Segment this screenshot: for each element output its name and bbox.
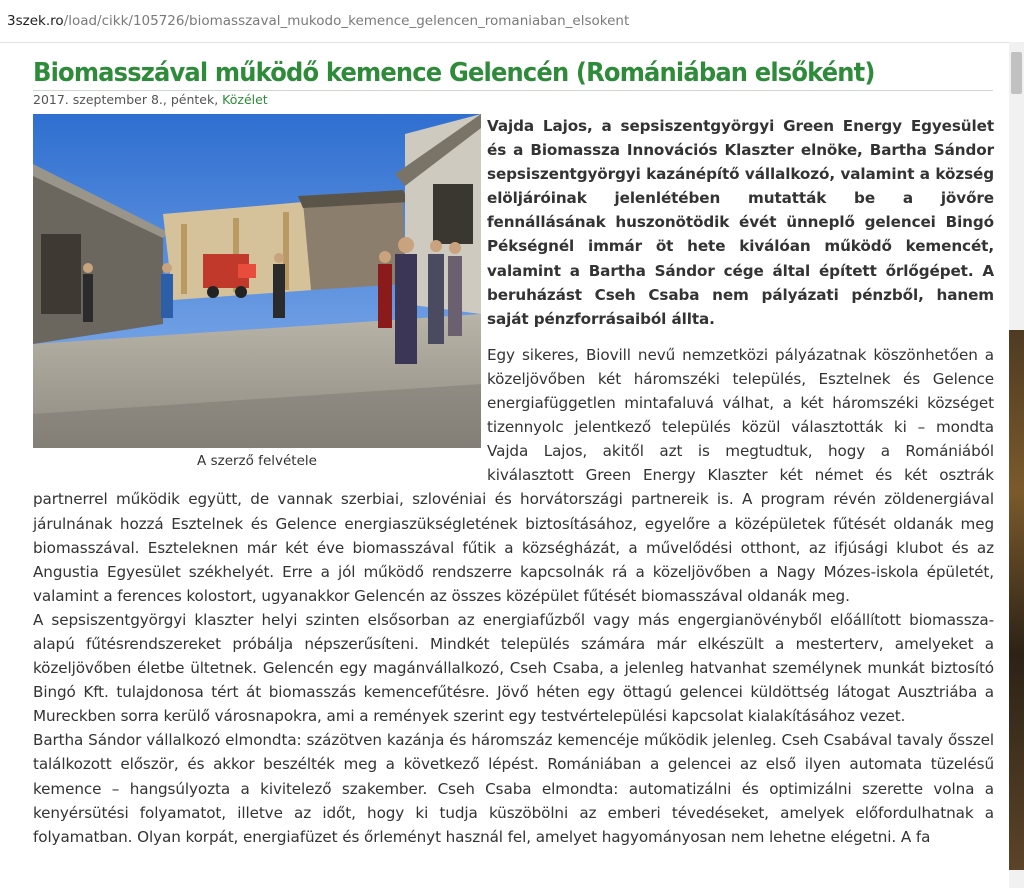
article-paragraph: Bartha Sándor vállalkozó elmondta: százötven kazánja és háromszáz kemencéje működik jelenleg. Cseh Csabával tavaly ősszel találkozott először, és akkor beszélték meg a következő lépést. Romániában a gelencei az első ilyen automata tüzelésű kemence – hangsúlyozta a kivitelező szakember. Cseh Csaba elmondta: automatizálni és optimizálni szerette volna a kenyérsütési folyamatot, illetve az időt, hogy ki tudja küszöbölni az emberi tévedéseket, amelyek előfordulhatnak a folyamatban. Olyan korpát, energiafüzet és őrleményt használ fel, amelyet hagyományosan nem lehetne elégetni. A fa xyxy=(33,731,994,846)
address-bar-path: /load/cikk/105726/biomasszaval_mukodo_kemence_gelencen_romaniaban_elsokent xyxy=(63,13,630,29)
article-paragraph: A sepsiszentgyörgyi klaszter helyi szinten elsősorban az energiafűzből vagy más engergianövényből előállított biomassza-alapú fűtésrendszereket próbálja népszerűsíteni. Mindkét település számára már elkészült a mesterterv, amelyeket a közeljövőben életbe ültetnek. Gelencén egy magánvállalkozó, Cseh Csaba, a jelenleg hatvanhat személynek munkát biztosító Bingó Kft. tulajdonosa tért át biomasszás kemencefűtésre. Jövő héten egy öttagú gelencei küldöttség látogat Ausztriába a Mureckben sorra kerülő városnapokra, ami a remények szerint egy testvértelepülési kapcsolat kialakításához vezet. xyxy=(33,610,994,726)
address-bar-url[interactable]: 3szek.ro/load/cikk/105726/biomasszaval_mukodo_kemence_gelencen_romaniaban_elsokent xyxy=(7,13,630,29)
address-bar[interactable] xyxy=(0,0,1024,43)
photo-caption: A szerző felvétele xyxy=(197,453,317,469)
scrollbar-thumb[interactable] xyxy=(1011,52,1022,94)
article-title: Biomasszával működő kemence Gelencén (Romániában elsőként) xyxy=(33,58,875,88)
side-banner[interactable] xyxy=(1009,330,1024,870)
article-meta xyxy=(33,91,268,109)
article-date: 2017. szeptember 8., péntek, xyxy=(33,92,219,107)
article-body xyxy=(33,114,994,849)
category-link[interactable]: Közélet xyxy=(222,92,268,107)
article-lead: Vajda Lajos, a sepsiszentgyörgyi Green Energy Egyesület és a Biomassza Innovációs Klaszter elnöke, Bartha Sándor sepsiszentgyörgyi kazánépítő vállalkozó, valamint a község elöljáróinak jelenlétében mutatták be a jövőre fennállásának huszonötödik évét ünneplő gelencei Bingó Pékségnél immár öt hete kiválóan működő kemencét, valamint a Bartha Sándor cége által épített őrlőgépet. A beruházást Cseh Csaba nem pályázati pénzből, hanem saját pénzforrásaiból állta. xyxy=(487,117,994,328)
article-paragraph: Egy sikeres, Biovill nevű nemzetközi pályázatnak köszönhetően a közeljövőben két háromszéki település, Esztelnek és Gelence energiafüggetlen mintafaluvá válhat, a két háromszéki községet tizennyolc jelentkező település közül választották ki – mondta Vajda Lajos, akitől azt is megtudtuk, hogy a Romániából kiválasztott Green Energy Klaszter két német és két osztrák partnerrel működik együtt, de vannak szerbiai, szlovéniai és horvátországi partnereik is. A program révén zöldenergiával járulnának hozzá Esztelnek és Gelence energiaszükségletének biztosításához, egyelőre a középületek fűtését oldanák meg biomasszával. Eszteleknen már két éve biomasszával fűtik a községházát, a művelődési otthont, az ifjúsági klubot és az Angustia Egyesület székhelyét. Erre a jól működő rendszerre kapcsolnák rá a közeljövőben a Nagy Mózes-iskola épületét, valamint a ferences kolostort, ugyanakkor Gelencén az összes középület fűtését biomasszával oldanák meg. xyxy=(33,345,994,605)
figure-spacer xyxy=(33,114,481,476)
